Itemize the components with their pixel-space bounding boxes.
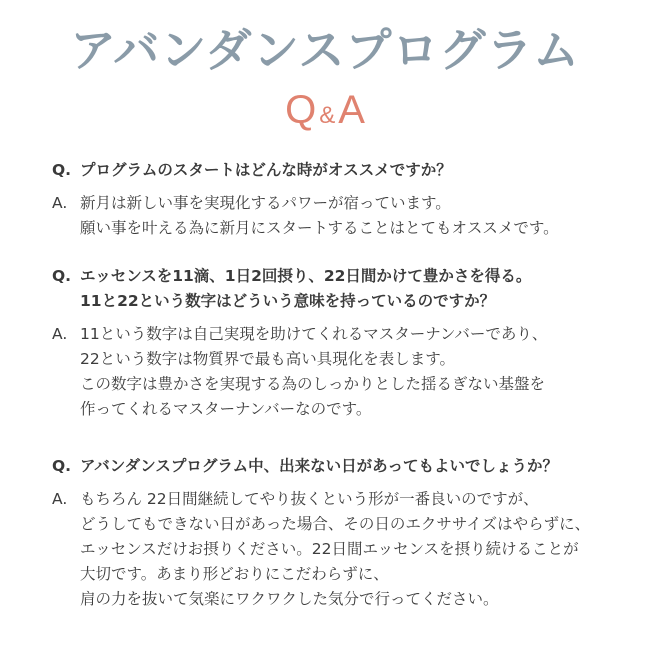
question-mark-label: Q. xyxy=(52,457,72,475)
subtitle-q: Q xyxy=(285,88,317,132)
qa-item xyxy=(52,454,632,612)
answer-line: 22という数字は物質界で最も高い具現化を表します。 xyxy=(80,350,455,368)
answer-line: 新月は新しい事を実現化するパワーが宿っています。 xyxy=(80,194,451,212)
answer-line: もちろん 22日間継続してやり抜くという形が一番良いのですが、 xyxy=(80,490,539,508)
answer-mark-label: A. xyxy=(52,490,68,508)
subtitle-ampersand: & xyxy=(319,102,336,129)
question-line: エッセンスを11滴、1日2回摂り、22日間かけて豊かさを得る。 xyxy=(80,267,532,285)
answer-line: 作ってくれるマスターナンバーなのです。 xyxy=(80,400,372,418)
question-line: アバンダンスプログラム中、出来ない日があってもよいでしょうか？ xyxy=(80,457,559,475)
subtitle-a: A xyxy=(338,88,365,132)
answer-mark-label: A. xyxy=(52,325,68,343)
answer-line: 11という数字は自己実現を助けてくれるマスターナンバーであり、 xyxy=(80,325,548,343)
answer-line: 大切です。あまり形どおりにこだわらずに、 xyxy=(80,565,389,583)
answer-line: 肩の力を抜いて気楽にワクワクした気分で行ってください。 xyxy=(80,590,499,608)
answer-mark-label: A. xyxy=(52,194,68,212)
answer-line: この数字は豊かさを実現する為のしっかりとした揺るぎない基盤を xyxy=(80,375,546,393)
qa-item xyxy=(52,158,632,241)
answer-line: 願い事を叶える為に新月にスタートすることはとてもオススメです。 xyxy=(80,219,559,237)
answer xyxy=(52,322,632,422)
answer xyxy=(52,191,632,241)
question-line: プログラムのスタートはどんな時がオススメですか？ xyxy=(80,161,452,179)
question xyxy=(52,158,632,183)
question-mark-label: Q. xyxy=(52,161,72,179)
answer xyxy=(52,487,632,612)
question xyxy=(52,454,632,479)
qa-item xyxy=(52,264,632,422)
question-mark-label: Q. xyxy=(52,267,72,285)
question-line: 11と22という数字はどういう意味を持っているのですか？ xyxy=(80,292,496,310)
page-title: アバンダンスプログラム xyxy=(69,23,581,77)
page-subtitle xyxy=(0,86,650,140)
question xyxy=(52,264,632,314)
answer-line: どうしてもできない日があった場合、その日のエクササイズはやらずに、 xyxy=(80,515,591,533)
answer-line: エッセンスだけお摂りください。22日間エッセンスを摂り続けることが xyxy=(80,540,579,558)
